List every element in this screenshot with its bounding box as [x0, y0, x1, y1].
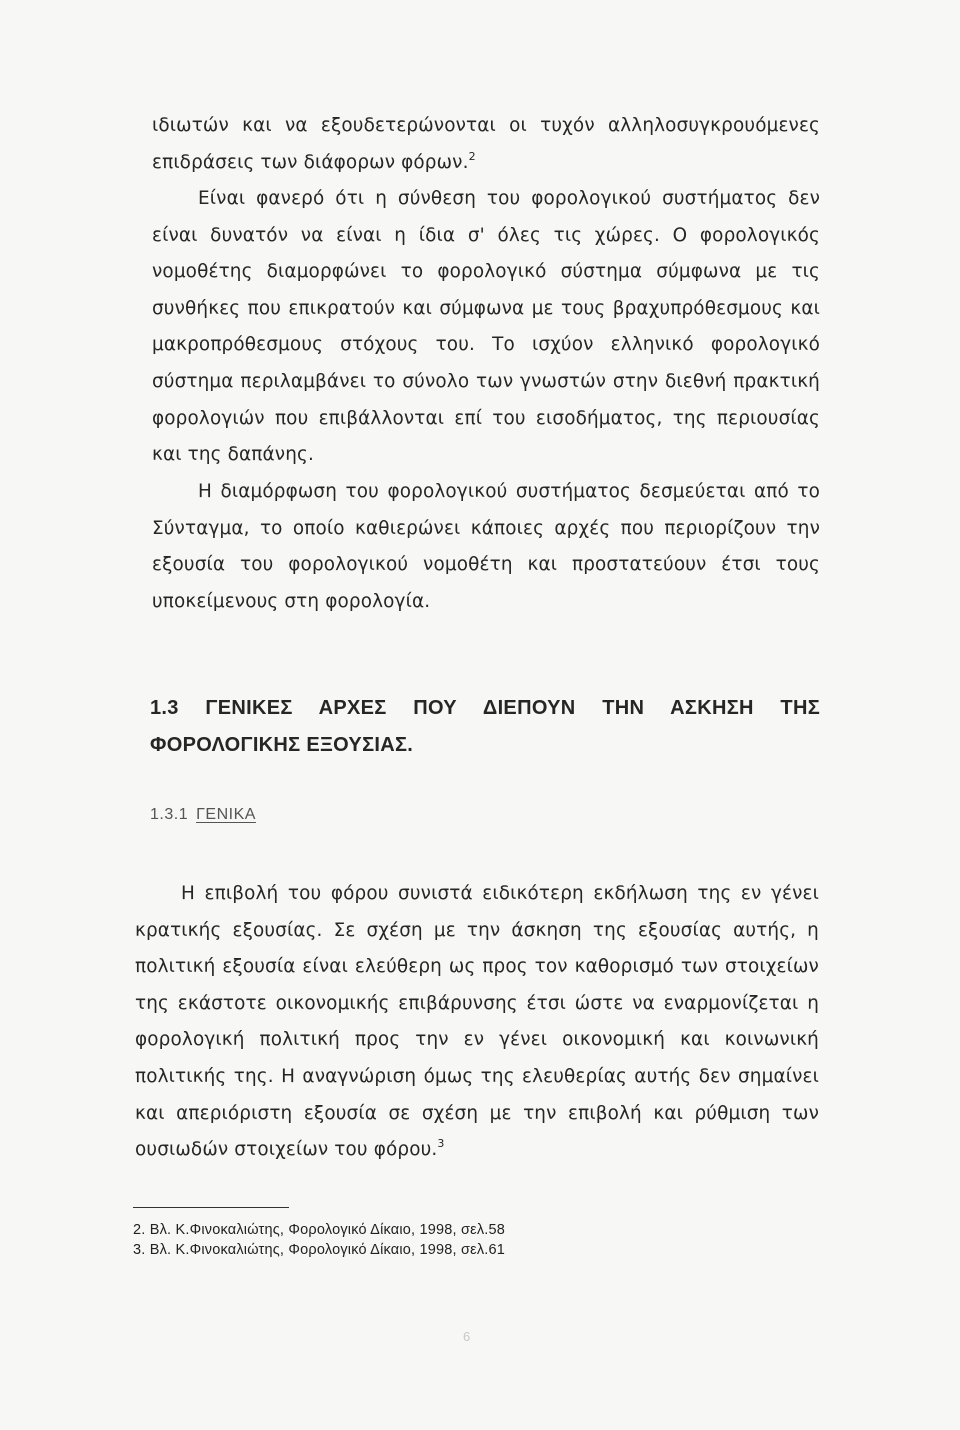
section-heading-1-3: 1.3 ΓΕΝΙΚΕΣ ΑΡΧΕΣ ΠΟΥ ΔΙΕΠΟΥΝ ΤΗΝ ΑΣΚΗΣΗ ΤΗΣ ΦΟΡΟΛΟΓΙΚΗΣ ΕΞΟΥΣΙΑΣ. — [150, 697, 820, 756]
section-heading-1-3-1 — [150, 806, 256, 824]
paragraph-text: ιδιωτών και να εξουδετερώνονται οι τυχόν αλληλοσυγκρουόμενες επιδράσεις των διάφορων φόρων. — [152, 115, 820, 173]
footnote-ref-3[interactable]: 3 — [437, 1137, 445, 1151]
footnote-2: 2. Βλ. Κ.Φινοκαλιώτης, Φορολογικό Δίκαιο, 1998, σελ.58 — [133, 1222, 506, 1238]
paragraph-text: Η επιβολή του φόρου συνιστά ειδικότερη εκδήλωση της εν γένει κρατικής εξουσίας. Σε σχέση με την άσκηση της εξουσίας αυτής, η πολιτική εξουσία είναι ελεύθερη ως προς τον καθορισμό των στοιχείων της εκάστοτε οικονομικής επιβάρυνσης έτσι ώστε να εναρμονίζεται η φορολογική πολιτική προς την εν γένει οικονομική και κοινωνική πολιτικής της. Η αναγνώριση όμως της ελευθερίας αυτής δεν σημαίνει και απεριόριστη εξουσία σε σχέση με την επιβολή και ρύθμιση των ουσιωδών στοιχείων του φόρου. — [135, 883, 819, 1161]
paragraph-constitution: Η διαμόρφωση του φορολογικού συστήματος δεσμεύεται από το Σύνταγμα, το οποίο καθιερώνει κάποιες αρχές που περιορίζουν την εξουσία του φορολογικού νομοθέτη και προστατεύουν έτσι τους υποκείμενους στη φορολογία. — [152, 481, 820, 612]
paragraph-tax-imposition — [135, 876, 819, 1169]
section-title: ΓΕΝΙΚΑ — [196, 806, 256, 823]
footnote-3: 3. Βλ. Κ.Φινοκαλιώτης, Φορολογικό Δίκαιο, 1998, σελ.61 — [133, 1242, 506, 1258]
footnote-ref-2[interactable]: 2 — [468, 149, 476, 163]
footnote-divider — [133, 1207, 289, 1208]
page-number: 6 — [463, 1329, 471, 1344]
paragraph-tax-system: Είναι φανερό ότι η σύνθεση του φορολογικού συστήματος δεν είναι δυνατόν να είναι η ίδια σ' όλες τις χώρες. Ο φορολογικός νομοθέτης διαμορφώνει το φορολογικό σύστημα σύμφωνα με τις συνθήκες που επικρατούν και σύμφωνα με τους βραχυπρόθεσμους και μακροπρόθεσμους στόχους του. Το ισχύον ελληνικό φορολογικό σύστημα περιλαμβάνει το σύνολο των γνωστών στην διεθνή πρακτική φορολογιών που επιβάλλονται επί του εισοδήματος, της περιουσίας και της δαπάνης. — [152, 188, 820, 466]
paragraph-continued — [152, 108, 820, 181]
section-number: 1.3.1 — [150, 806, 189, 823]
